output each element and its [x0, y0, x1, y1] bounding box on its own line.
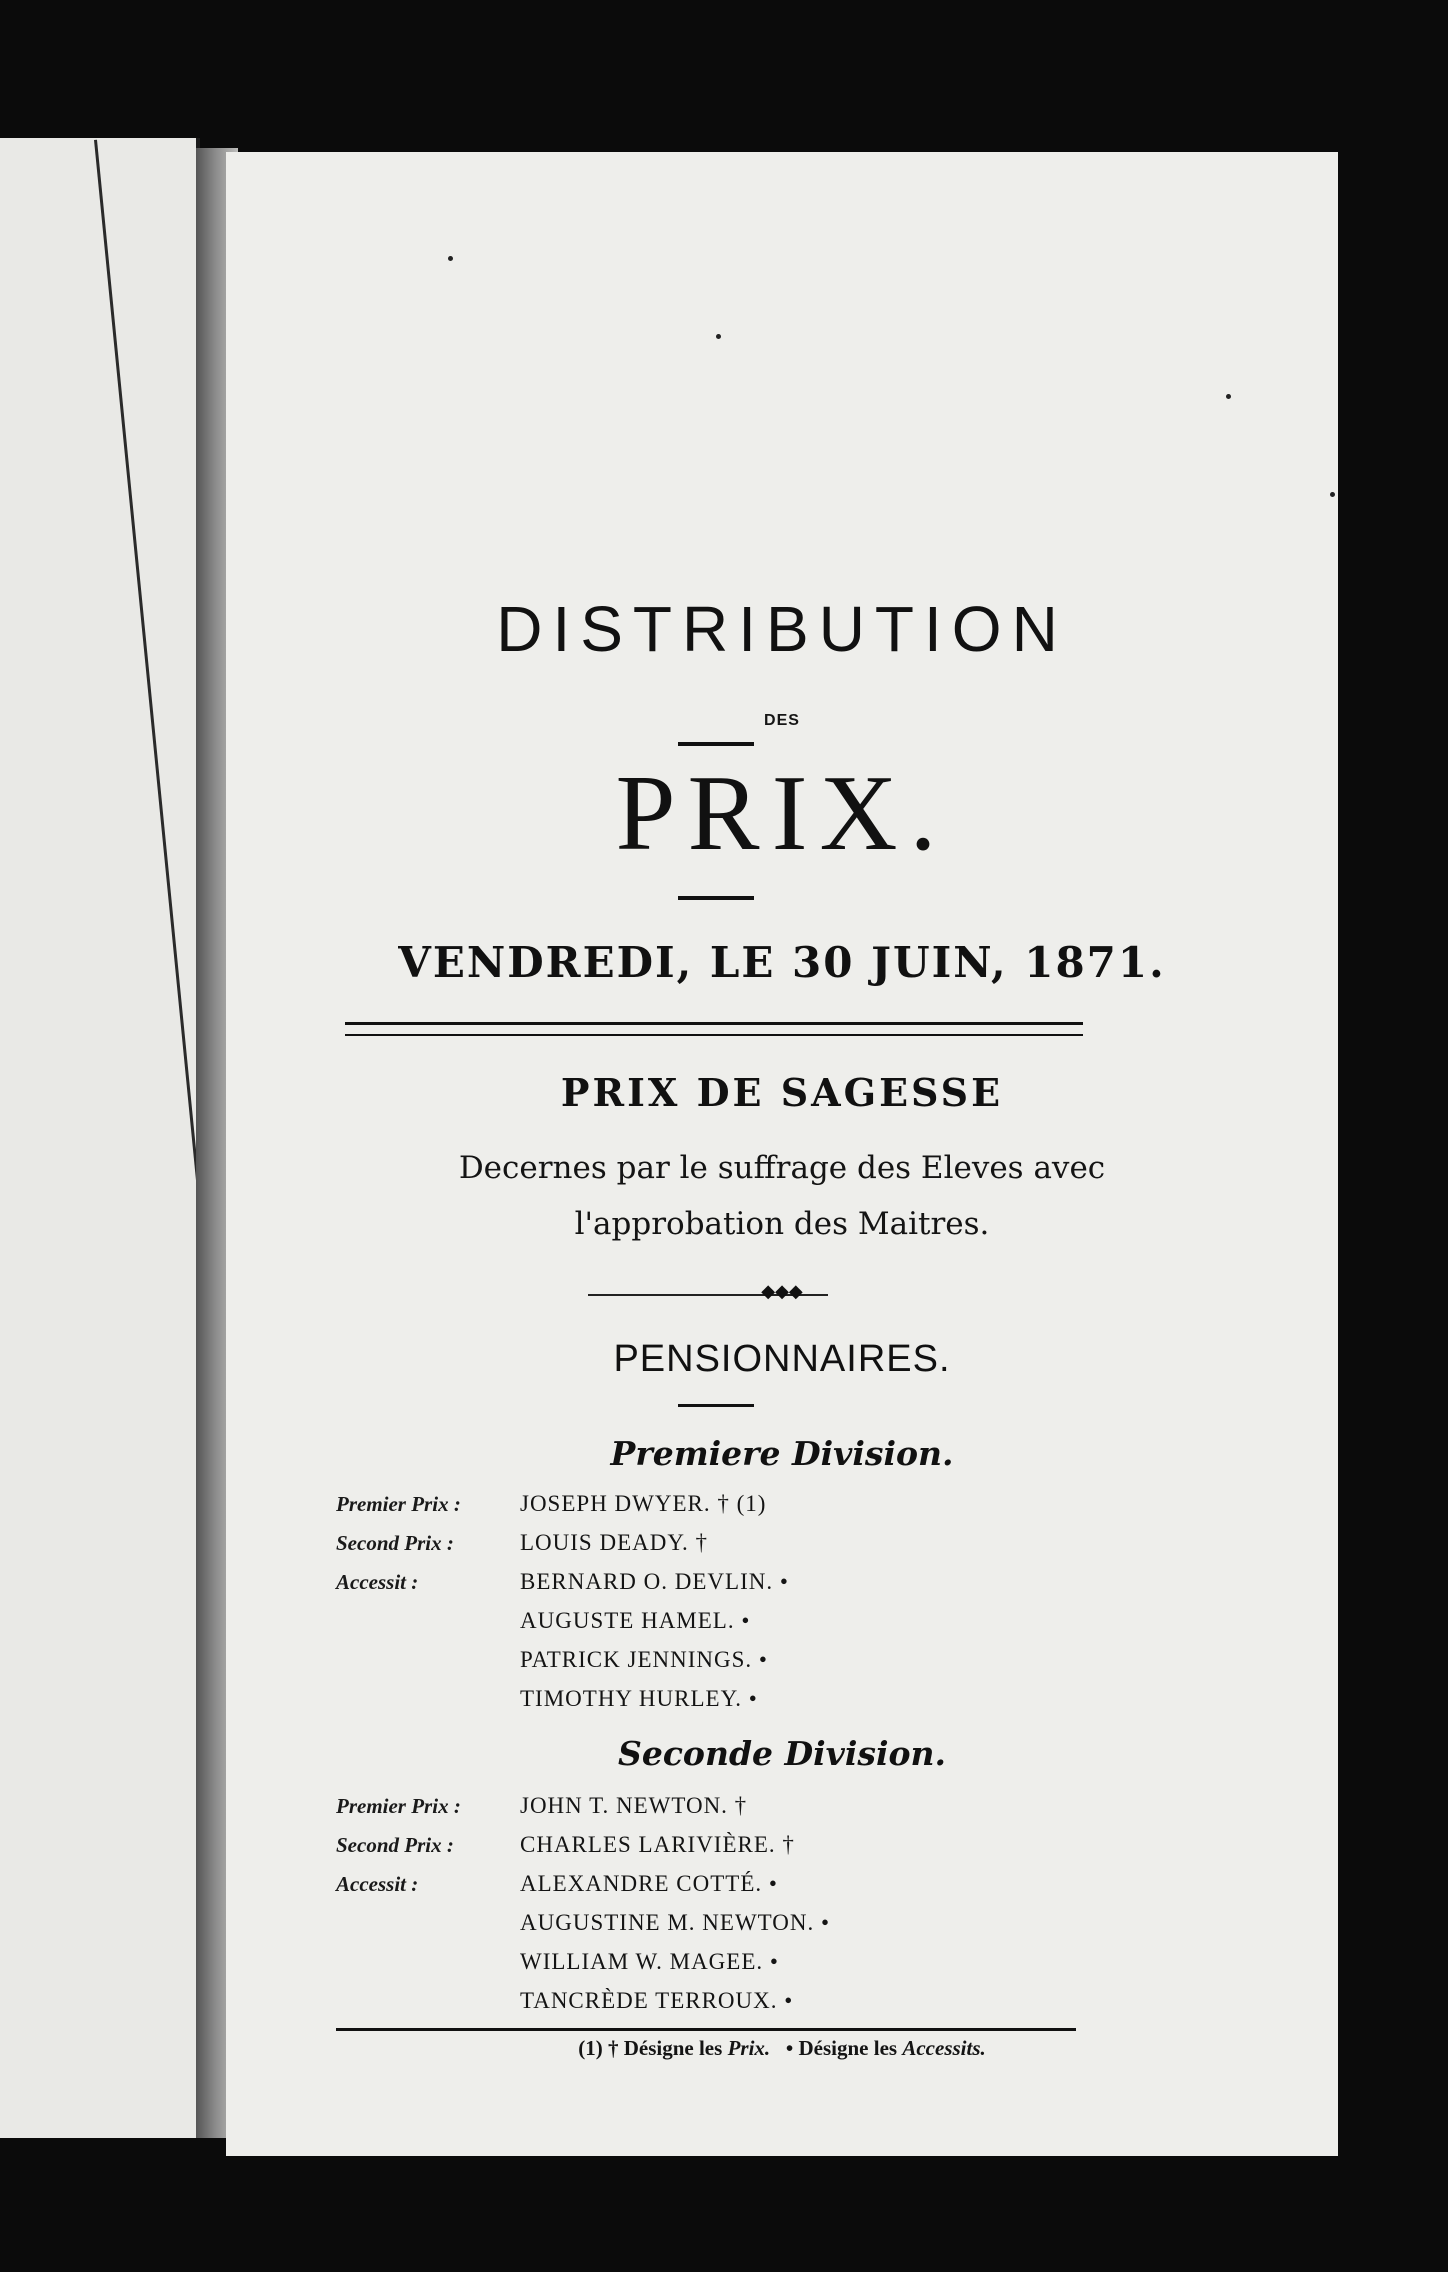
date-line: VENDREDI, LE 30 JUIN, 1871. — [398, 938, 1166, 987]
row-name: AUGUSTINE M. NEWTON. • — [520, 1910, 831, 1935]
double-rule — [345, 1022, 1083, 1036]
row-label: Second Prix : — [336, 1833, 454, 1857]
title-prix: PRIX. — [615, 754, 949, 873]
print-speck — [1330, 492, 1335, 497]
short-rule-bottom — [678, 896, 754, 900]
footnote-bullet: • Désigne les — [785, 2036, 898, 2060]
row-name: TANCRÈDE TERROUX. • — [520, 1988, 794, 2013]
facing-page — [0, 138, 200, 2138]
table-row — [226, 1983, 1338, 2019]
awarded-line-1: Decernes par le suffrage des Eleves avec — [458, 1150, 1106, 1186]
boarders-heading: PENSIONNAIRES. — [613, 1338, 951, 1380]
row-label: Accessit : — [336, 1872, 419, 1896]
footnote-accessits: Accessits. — [902, 2036, 986, 2060]
title-des: DES — [764, 712, 800, 729]
table-row — [226, 1681, 1338, 1717]
print-speck — [716, 334, 721, 339]
division-title-first: Premiere Division. — [610, 1434, 954, 1473]
row-name: ALEXANDRE COTTÉ. • — [520, 1871, 778, 1896]
row-name: JOSEPH DWYER. † (1) — [520, 1491, 767, 1516]
row-label: Premier Prix : — [336, 1794, 461, 1818]
row-name: TIMOTHY HURLEY. • — [520, 1686, 758, 1711]
table-row — [226, 1788, 1338, 1824]
table-row — [226, 1564, 1338, 1600]
row-label: Second Prix : — [336, 1531, 454, 1555]
table-row — [226, 1905, 1338, 1941]
prize-heading: PRIX DE SAGESSE — [560, 1070, 1004, 1115]
table-row — [226, 1525, 1338, 1561]
footnote-prix: Prix. — [727, 2036, 771, 2060]
footnote-dagger: † Désigne les — [607, 2036, 723, 2060]
row-name: JOHN T. NEWTON. † — [520, 1793, 748, 1818]
division-title-second: Seconde Division. — [618, 1734, 946, 1773]
table-row — [226, 1866, 1338, 1902]
row-name: WILLIAM W. MAGEE. • — [520, 1949, 779, 1974]
row-name: PATRICK JENNINGS. • — [520, 1647, 768, 1672]
print-speck — [1226, 394, 1231, 399]
table-row — [226, 1827, 1338, 1863]
row-name: LOUIS DEADY. † — [520, 1530, 708, 1555]
footnote-rule — [336, 2028, 1076, 2031]
row-label: Accessit : — [336, 1570, 419, 1594]
short-rule-boarders — [678, 1404, 754, 1407]
row-name: CHARLES LARIVIÈRE. † — [520, 1832, 795, 1857]
row-name: AUGUSTE HAMEL. • — [520, 1608, 751, 1633]
row-label: Premier Prix : — [336, 1492, 461, 1516]
row-name: BERNARD O. DEVLIN. • — [520, 1569, 789, 1594]
table-row — [226, 1944, 1338, 1980]
footnote — [226, 2036, 1338, 2061]
short-rule-top — [678, 742, 754, 746]
print-speck — [448, 256, 453, 261]
table-row — [226, 1603, 1338, 1639]
table-row — [226, 1642, 1338, 1678]
table-row — [226, 1486, 1338, 1522]
program-page — [226, 152, 1338, 2156]
awarded-line-2: l'approbation des Maitres. — [574, 1206, 990, 1242]
footnote-marker: (1) — [578, 2036, 603, 2060]
ornament-diamonds: ◆◆◆ — [761, 1281, 803, 1301]
title-distribution: DISTRIBUTION — [496, 593, 1068, 665]
